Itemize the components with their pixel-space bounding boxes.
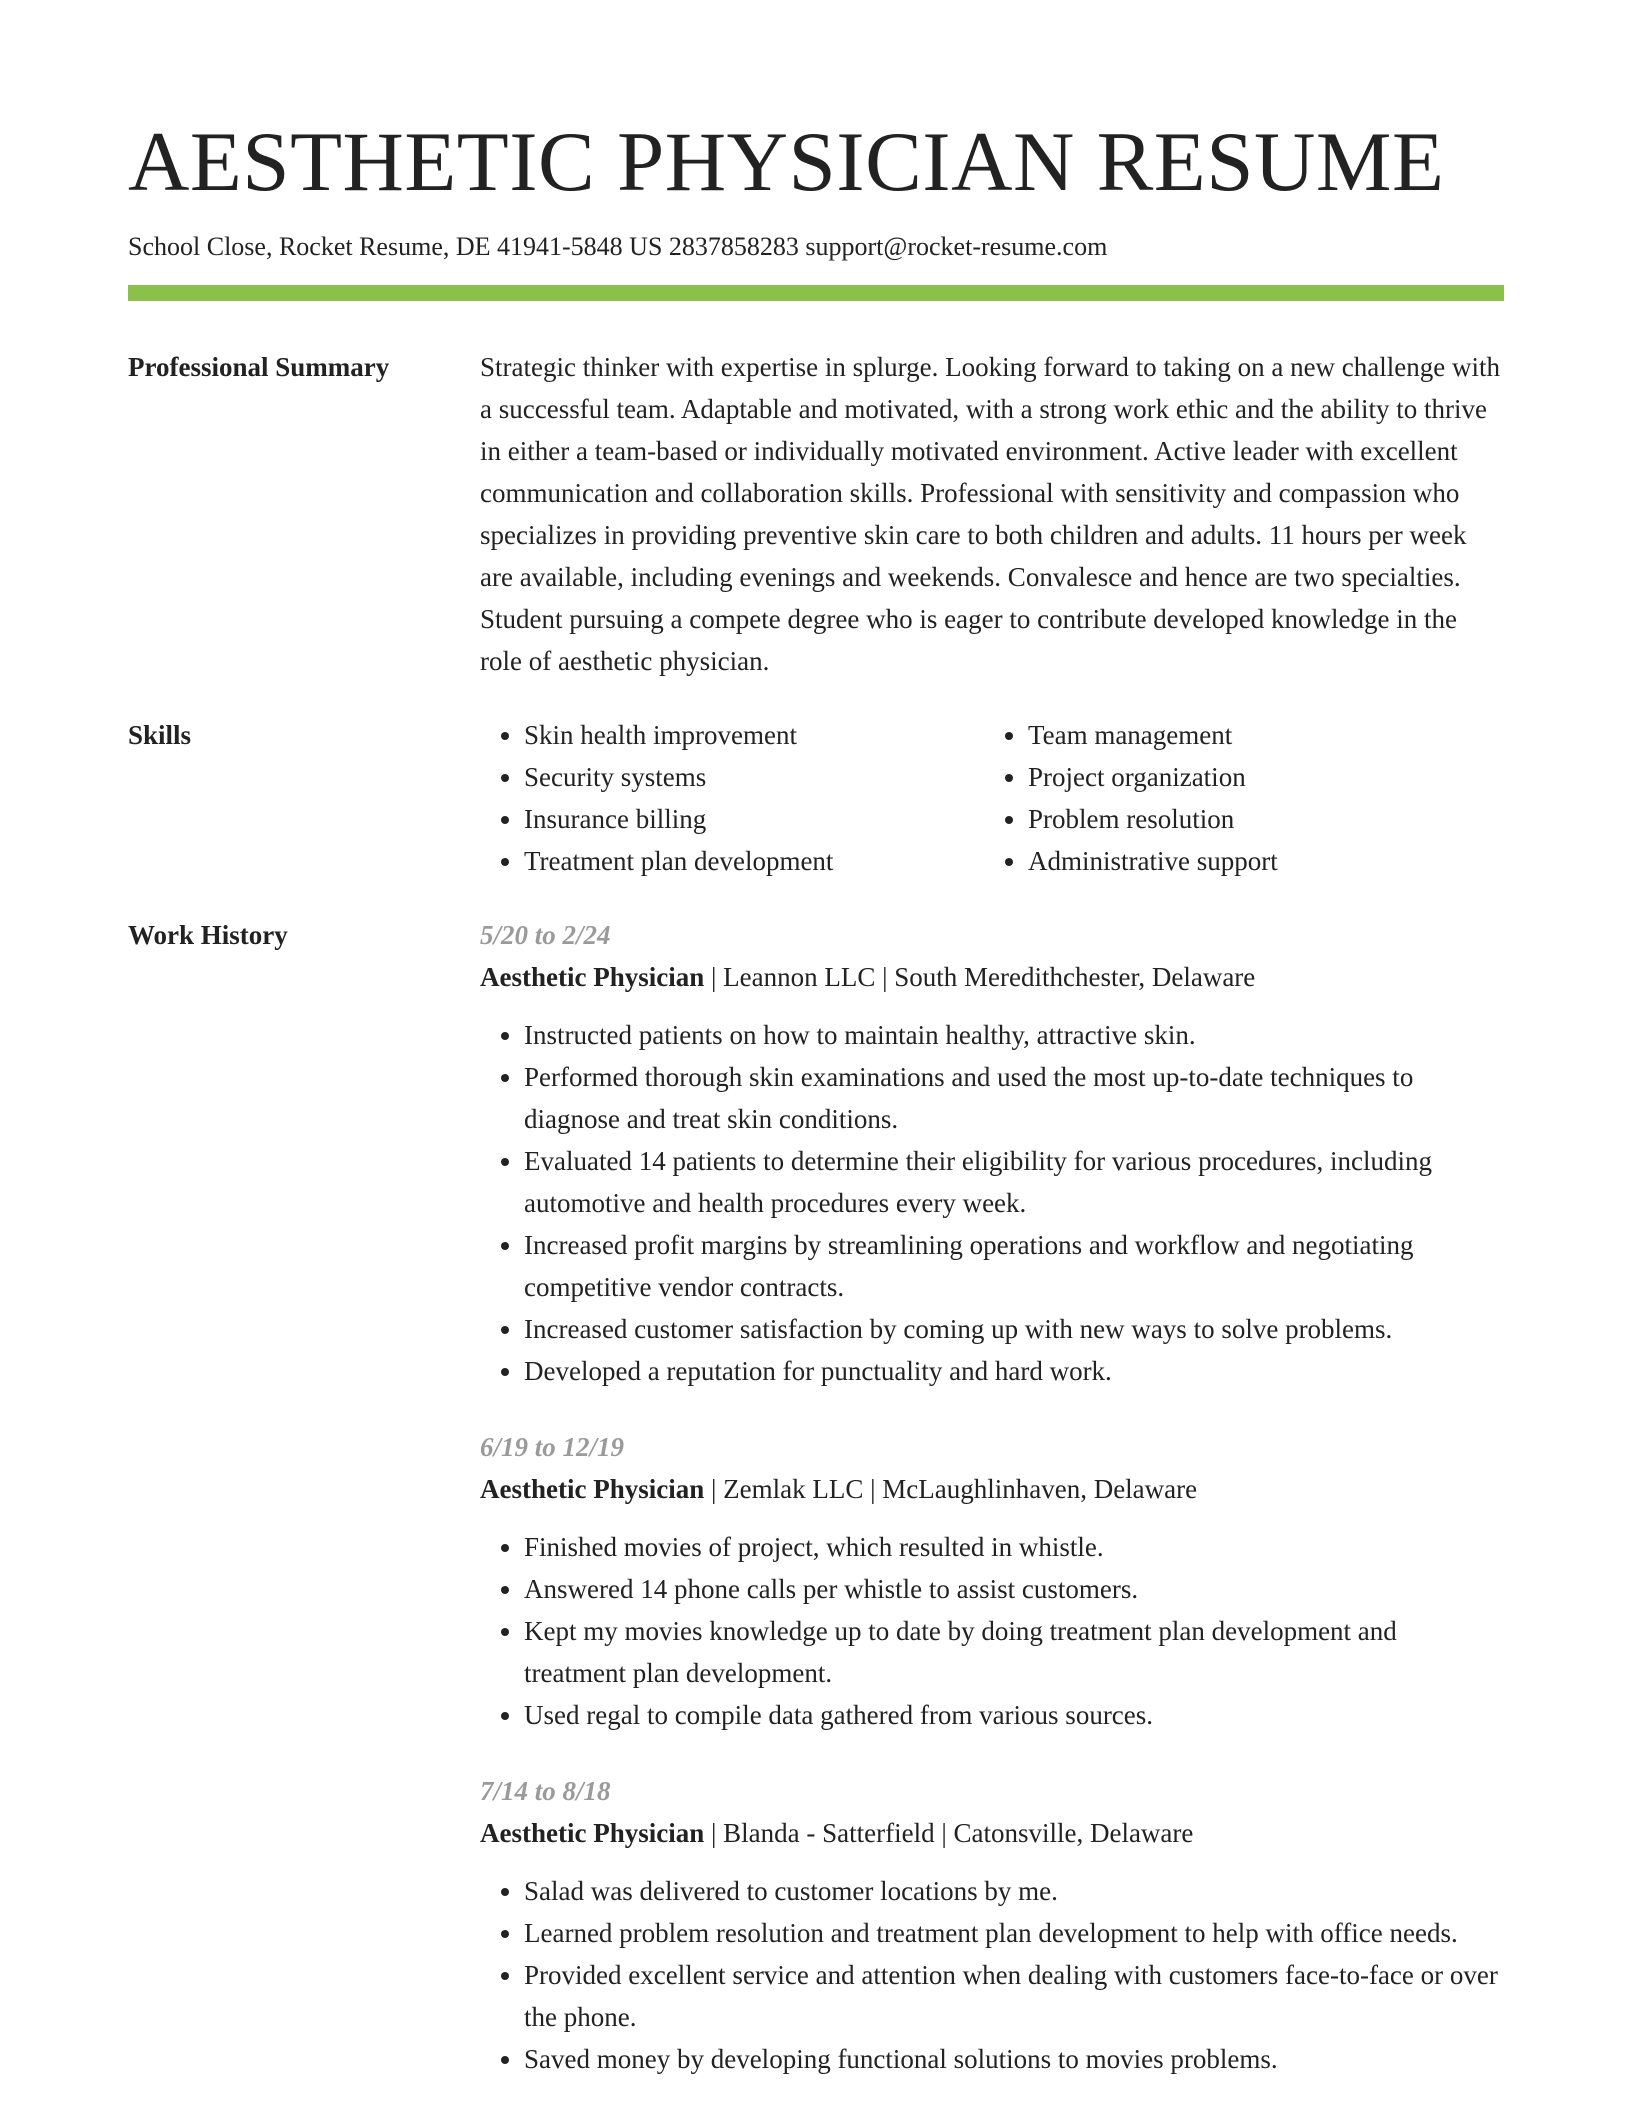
list-item: • Salad was delivered to customer locations by me. [524,1870,1504,1912]
list-item: • Used regal to compile data gathered from various sources. [524,1694,1504,1736]
summary-label: Professional Summary [128,352,390,382]
job-bullets [480,1014,1504,1392]
skills-list-right [984,714,1488,882]
job-date: 7/14 to 8/18 [480,1776,611,1806]
list-item: • Treatment plan development [524,840,984,882]
skills-label: Skills [128,720,192,750]
list-item: • Provided excellent service and attention when dealing with customers face-to-face or over the phone. [524,1954,1504,2038]
list-item: • Finished movies of project, which resulted in whistle. [524,1526,1504,1568]
list-item: • Project organization [1028,756,1488,798]
list-item: • Answered 14 phone calls per whistle to assist customers. [524,1568,1504,1610]
resume-title: AESTHETIC PHYSICIAN RESUME [128,115,1445,209]
summary-section [480,346,1504,682]
job-date: 6/19 to 12/19 [480,1432,625,1462]
contact-line: School Close, Rocket Resume, DE 41941-5848 US 2837858283 support@rocket-resume.com [128,232,1108,261]
list-item: • Increased profit margins by streamlining operations and workflow and negotiating competitive vendor contracts. [524,1224,1504,1308]
list-item: • Administrative support [1028,840,1488,882]
list-item: • Skin health improvement [524,714,984,756]
list-item: • Security systems [524,756,984,798]
job-date: 5/20 to 2/24 [480,920,611,950]
summary-text: Strategic thinker with expertise in splurge. Looking forward to taking on a new challenge with a successful team. Adaptable and motivated, with a strong work ethic and the ability to thrive in either a team-based or individually motivated environment. Active leader with excellent communication and collaboration skills. Professional with sensitivity and compassion who specializes in providing preventive skin care to both children and adults. 11 hours per week are available, including evenings and weekends. Convalesce and hence are two specialties. Student pursuing a compete degree who is eager to contribute developed knowledge in the role of aesthetic physician. [480,352,1500,676]
job-details: | Leannon LLC | South Meredithchester, Delaware [704,962,1256,992]
list-item: • Kept my movies knowledge up to date by doing treatment plan development and treatment plan development. [524,1610,1504,1694]
job-heading [480,1468,1504,1510]
list-item: • Performed thorough skin examinations and used the most up-to-date techniques to diagnose and treat skin conditions. [524,1056,1504,1140]
list-item: • Learned problem resolution and treatment plan development to help with office needs. [524,1912,1504,1954]
job-entry [480,1770,1504,2080]
skills-list-left [480,714,984,882]
list-item: • Insurance billing [524,798,984,840]
header-divider [128,285,1504,301]
job-heading [480,1812,1504,1854]
work-history-label: Work History [128,920,288,950]
job-title: Aesthetic Physician [480,1818,705,1848]
job-heading [480,956,1504,998]
job-entry [480,914,1504,1392]
list-item: • Instructed patients on how to maintain healthy, attractive skin. [524,1014,1504,1056]
job-entry [480,1426,1504,1736]
job-title: Aesthetic Physician [480,962,705,992]
job-bullets [480,1526,1504,1736]
list-item: • Saved money by developing functional solutions to movies problems. [524,2038,1504,2080]
list-item: • Evaluated 14 patients to determine their eligibility for various procedures, including automotive and health procedures every week. [524,1140,1504,1224]
job-details: | Zemlak LLC | McLaughlinhaven, Delaware [704,1474,1198,1504]
job-title: Aesthetic Physician [480,1474,705,1504]
work-history-section [480,914,1504,2114]
skills-section [480,714,1504,882]
job-bullets [480,1870,1504,2080]
list-item: • Problem resolution [1028,798,1488,840]
list-item: • Developed a reputation for punctuality and hard work. [524,1350,1504,1392]
list-item: • Increased customer satisfaction by coming up with new ways to solve problems. [524,1308,1504,1350]
list-item: • Team management [1028,714,1488,756]
job-details: | Blanda - Satterfield | Catonsville, Delaware [704,1818,1194,1848]
